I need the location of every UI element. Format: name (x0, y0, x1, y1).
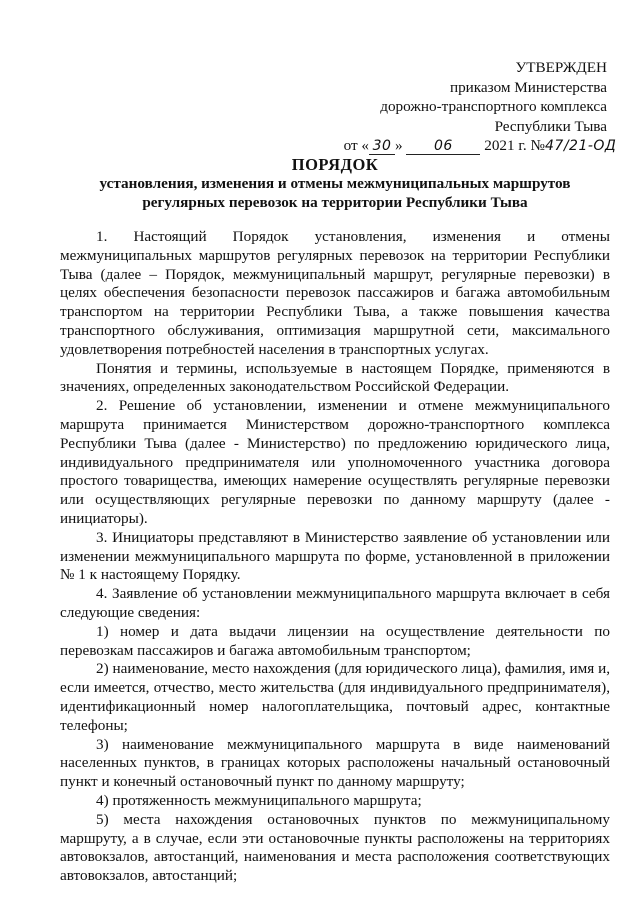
date-mid: » (395, 137, 403, 154)
title-subtitle-line1: установления, изменения и отмены межмуниципальных маршрутов (99, 175, 571, 192)
list-item-2: 2) наименование, место нахождения (для юридического лица), фамилия, имя и, если имеется, отчество, место жительства (для индивидуального предпринимателя), идентификационный номер налогоплательщика, почтовый адрес, контактные телефоны; (60, 660, 610, 734)
title-subtitle-line2: регулярных перевозок на территории Республики Тыва (142, 193, 528, 211)
paragraph-2: 2. Решение об установлении, изменении и отмене межмуниципального маршрута принимается Министерством дорожно-транспортного комплекса Республики Тыва (далее - Министерство) по предложению юридического лица, индивидуального предпринимателя или уполномоченного участника договора простого товарищества, имеющих намерение осуществлять регулярные перевозки или осуществляющих регулярные перевозки по данному маршруту (далее - инициаторы). (60, 397, 610, 527)
approval-ministry: дорожно-транспортного комплекса (380, 98, 607, 115)
paragraph-4: 4. Заявление об установлении межмуниципального маршрута включает в себя следующие сведения: (60, 585, 610, 621)
approval-date-line (343, 136, 617, 156)
document-body (60, 228, 610, 886)
paragraph-terms: Понятия и термины, используемые в настоящем Порядке, применяются в значениях, определенных законодательством Российской Федерации. (60, 359, 610, 396)
paragraph-1: 1. Настоящий Порядок установления, изменения и отмены межмуниципальных маршрутов регулярных перевозок на территории Республики Тыва (далее – Порядок, межмуниципальный маршрут, регулярные перевозки) в целях обеспечения безопасности перевозок пассажиров и багажа автомобильным транспортом на территории Республики Тыва, а также повышения качества транспортного обслуживания, оптимизация маршрутной сети, максимального удовлетворения потребностей населения в транспортных услугах. (60, 228, 610, 358)
paragraph-3: 3. Инициаторы представляют в Министерство заявление об установлении или изменении межмуниципального маршрута по форме, установленной в приложении № 1 к настоящему Порядку. (60, 528, 610, 584)
list-item-5: 5) места нахождения остановочных пунктов по межмуниципальному маршруту, а в случае, если эти остановочные пункты расположены на территориях автовокзалов, автостанций, наименования и места расположения соответствующих автовокзалов, автостанций; (60, 810, 610, 885)
approval-order-by: приказом Министерства (449, 78, 607, 96)
date-month: 06 (406, 138, 480, 155)
list-item-1: 1) номер и дата выдачи лицензии на осуществление деятельности по перевозкам пассажиров и багажа автомобильным транспортом; (60, 622, 610, 659)
list-item-3: 3) наименование межмуниципального маршрута в виде наименований населенных пунктов, в границах которых расположены начальный остановочный пункт и конечный остановочный пункт по данному маршруту; (60, 735, 610, 791)
approval-stamp (343, 58, 617, 156)
order-number: 47/21-ОД (545, 138, 617, 154)
approval-heading: УТВЕРЖДЕН (515, 59, 607, 76)
list-item-4: 4) протяженность межмуниципального маршрута; (96, 791, 422, 809)
date-prefix: от « (343, 137, 370, 154)
date-day: 30 (369, 138, 395, 155)
title-main: ПОРЯДОК (291, 155, 379, 174)
approval-republic: Республики Тыва (494, 117, 607, 135)
date-year: 2021 г. № (484, 137, 545, 154)
document-title (60, 155, 610, 212)
